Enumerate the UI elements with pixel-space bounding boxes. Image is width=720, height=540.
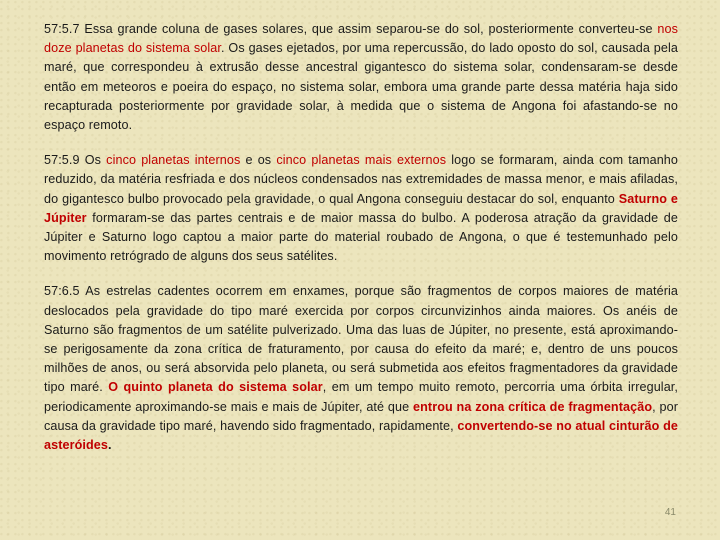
slide-content	[44, 20, 678, 455]
highlight-saturn-jupiter: Saturno e Júpiter	[44, 191, 678, 225]
paragraph-57-6-5: 57:6.5 As estrelas cadentes ocorrem em enxames, porque são fragmentos de corpos maiores de matéria deslocados pela gravidade do tipo maré exercida por corpos circunvizinhos ainda maiores. Os anéis de Saturno são fragmentos de um satélite pulverizado. Uma das luas de Júpiter, no presente, está aproximando-se perigosamente da zona crítica de fraturamento, por causa do efeito da maré; e, dentro de uns poucos milhões de anos, ou será absorvida pelo planeta, ou será submetida aos efeitos fragmentadores da gravidade tipo maré. O quinto planeta do sistema solar, em um tempo muito remoto, percorria uma órbita irregular, periodicamente aproximando-se mais e mais de Júpiter, até que entrou na zona crítica de fragmentação, por causa da gravidade tipo maré, havendo sido fragmentado, rapidamente, convertendo-se no atual cinturão de asteróides.	[44, 284, 679, 453]
highlight-inner-planets: cinco planetas internos	[106, 153, 241, 168]
highlight-outer-planets: cinco planetas mais externos	[276, 153, 447, 168]
highlight-asteroid-belt: convertendo-se no atual cinturão de asteróides	[44, 418, 678, 453]
paragraph-57-5-7: 57:5.7 Essa grande coluna de gases solares, que assim separou-se do sol, posteriormente converteu-se nos doze planetas do sistema solar. Os gases ejetados, por uma repercussão, do lado oposto do sol, causada pela maré, que correspondeu à extrusão desse ancestral gigantesco do sistema solar, condensaram-se desde então em meteoros e poeira do espaço, no sistema solar, embora uma grande parte dessa matéria haja sido recapturada posteriormente por gravidade solar, à medida que o sistema de Angona foi afastando-se no espaço remoto.	[44, 22, 678, 133]
highlight-fifth-planet: O quinto planeta do sistema solar	[108, 380, 323, 395]
highlight-critical-zone: entrou na zona crítica de fragmentação	[413, 399, 653, 414]
page-number: 41	[664, 507, 676, 518]
paragraph-57-5-9: 57:5.9 Os cinco planetas internos e os cinco planetas mais externos logo se formaram, ainda com tamanho reduzido, da matéria resfriada e dos núcleos condensados nas extremidades de massa menor, e mais afiladas, do gigantesco bulbo provocado pela gravidade, o qual Angona conseguiu destacar do sol, enquanto Saturno e Júpiter formaram-se das partes centrais e de maior massa do bulbo. A poderosa atração da gravidade de Júpiter e Saturno logo captou a maior parte do material roubado de Angona, o que é testemunhado pelo movimento retrógrado de alguns dos seus satélites.	[44, 153, 679, 264]
highlight-twelve-planets: nos doze planetas do sistema solar	[44, 22, 678, 56]
